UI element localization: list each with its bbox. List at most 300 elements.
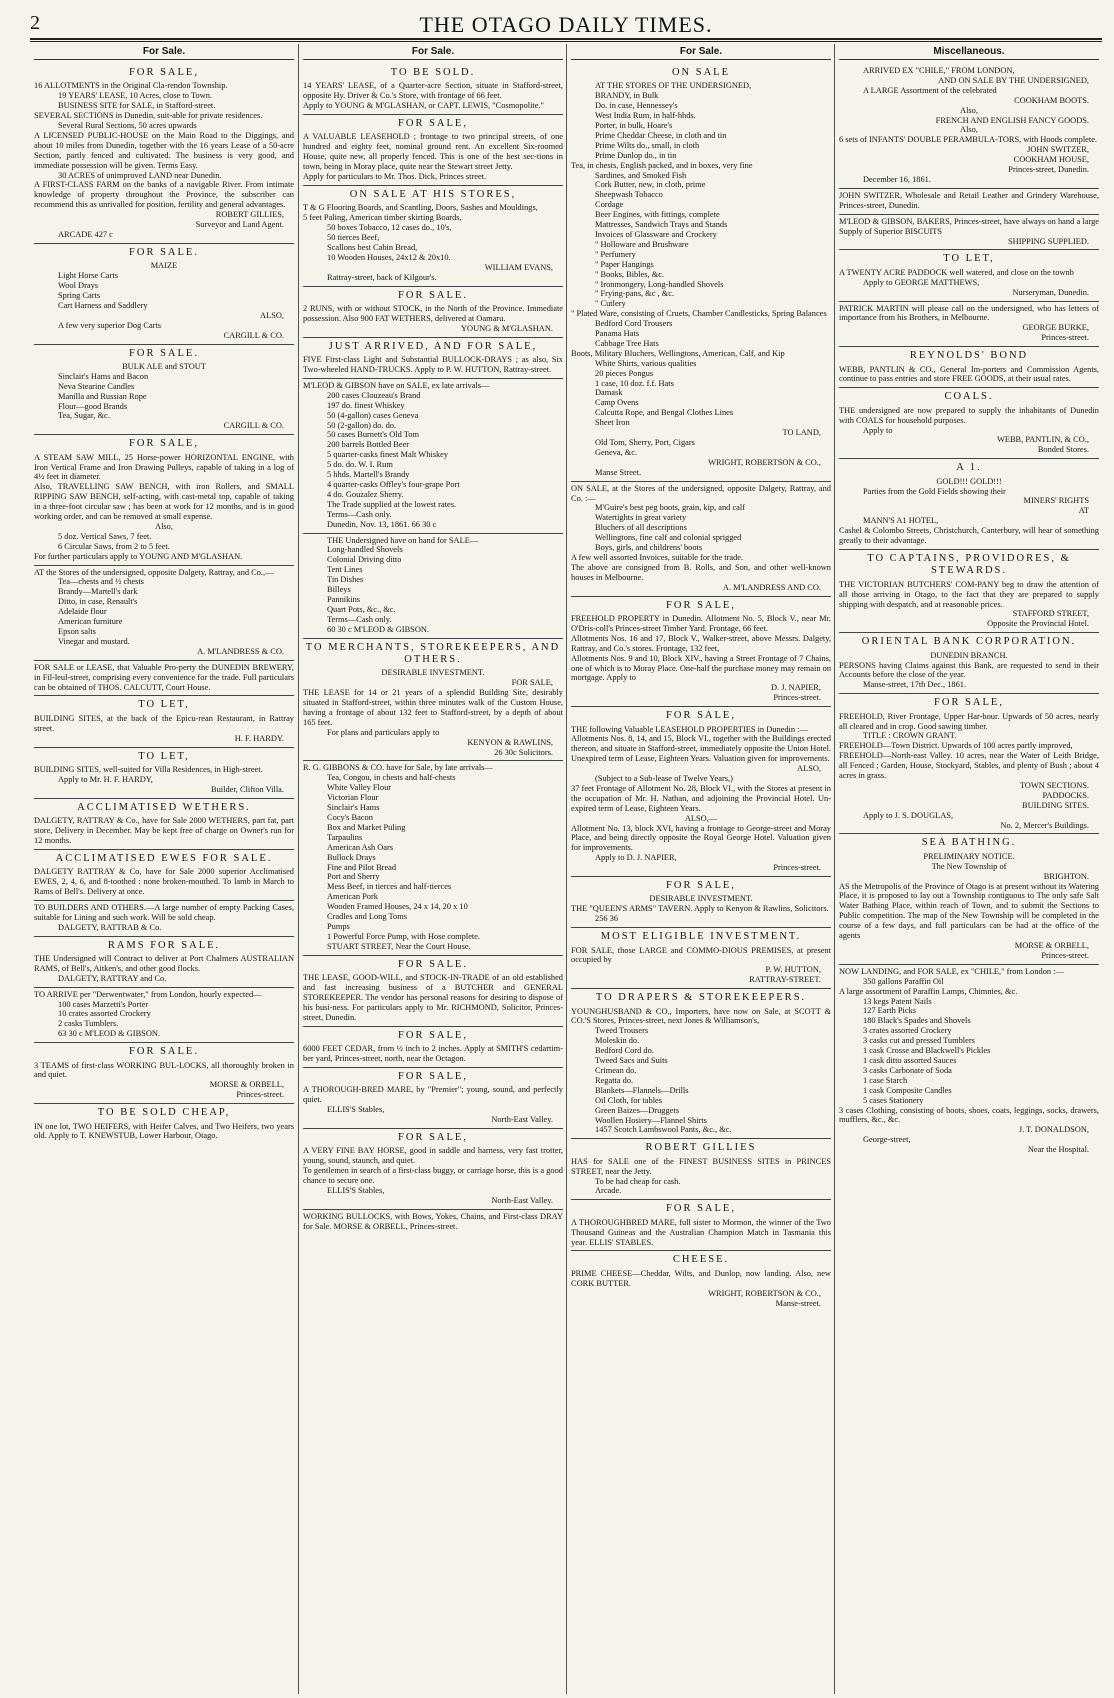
ad-line: 6 sets of INFANTS' DOUBLE PERAMBULA-TORS, with Hoods complete. [839,135,1098,145]
ad-line: 1 case Starch [863,1075,908,1085]
advertisement [303,379,563,534]
columns-area [30,44,1102,1694]
ad-line: Colonial Driving ditto [327,555,402,565]
ad-line: Spring Carts [58,290,101,300]
ad-heading: ON SALE AT HIS STORES, [349,189,517,200]
ad-line: WEBB, PANTLIN, & CO., [996,435,1089,445]
ad-line: R. G. GIBBONS & CO. have for Sale, by late arrivals— [303,763,493,773]
ad-line: JOHN SWITZER, Wholesale and Retail Leather and Grindery Warehouse, Princes-street, Dunedin. [839,190,1099,210]
ad-line: Invoices of Glassware and Crockery [595,229,717,239]
ad-line: A THOROUGHBRED MARE, full sister to Mormon, the winner of the Two Thousand Guineas and the Australian Champion Match in Tasmania this year. ELLIS' STABLES. [571,1217,831,1247]
advertisement [34,1104,294,1144]
ad-line: 5 do. do. W. I. Rum [327,460,393,470]
ad-line: FREEHOLD—North-east Valley. 10 acres, near the Water of Leith Bridge, all Fenced ; Garden, House, Stockyard, Stables, and plenty of Bush ; about 4 acres in grass. [839,751,1099,781]
advertisement [839,633,1099,694]
advertisement [34,748,294,799]
ad-line: Apply to J. S. DOUGLAS, [863,810,954,820]
ad-line: Porter, in bulk, Hoare's [595,121,673,130]
ad-line: Arcade. [595,1186,622,1196]
advertisement [34,799,294,850]
advertisement [303,1027,563,1068]
ad-line: Opposite the Provincial Hotel. [987,619,1089,629]
ad-line: Also, [155,521,173,531]
ad-line: THE following Valuable LEASEHOLD PROPERTIES in Dunedin :— [571,724,808,734]
advertisement [571,1251,831,1311]
ad-heading: COALS. [944,391,994,403]
ad-line: 200 barrels Bottled Beer [327,440,410,450]
ad-line: ARRIVED EX "CHILE," FROM LONDON, [863,66,1015,75]
ad-line: Rattray-street, back of Kilgour's. [327,272,437,282]
ad-line: PATRICK MARTIN will please call on the undersigned, who has letters of importance from his Brothers, in Melbourne. [839,303,1099,323]
ad-line: Woollen Hosiery—Flannel Shirts [595,1115,707,1125]
ad-line: DESIRABLE INVESTMENT. [649,894,753,904]
ad-line: ALSO, [260,310,284,320]
advertisement [34,1043,294,1104]
ad-line: Manse-street, 17th Dec., 1861. [863,680,967,690]
ad-line: 5 cases Stationery [863,1095,924,1105]
ad-line: Apply to Mr. H. F. HARDY, [58,774,153,784]
ad-line: " Frying-pans, &c , &c. [595,289,675,299]
ad-line: Prime Wilts do., small, in cloth [595,140,700,150]
ad-line: Tin Dishes [327,575,364,585]
ad-heading: FOR SALE, [934,697,1004,709]
ad-line: Bonded Stores. [1037,445,1089,455]
ad-line: 256 36 [595,914,619,924]
ad-line: 6000 FEET CEDAR, from ½ inch to 2 inches. Apply at SMITH'S cedartim-ber yard, Princes-street, north, near the Octagon. [303,1043,563,1063]
ad-line: ON SALE, at the Stores of the undersigned, opposite Dalgety, Rattray, and Co. :— [571,483,831,503]
ad-line: AT the Stores of the undersigned, opposite Dalgety, Rattray, and Co.,— [34,567,274,577]
ad-line: White Shirts, various qualities [595,358,697,368]
ad-heading: FOR SALE, [398,1131,468,1143]
ad-line: Wool Drays [58,281,99,291]
ad-line: Manse Street. [595,467,642,477]
ad-line: Tarpaulins [327,832,363,842]
ad-line: Allotments Nos. 8, 14, and 15, Block VI., together with the Buildings erected thereon, and situate in Stafford-street, immediately opposite the Union Hotel. Unexpired term of Lease, Eighteen Years. Valuation given for improvements. [571,734,831,764]
ad-line: ALSO, [797,764,821,774]
ad-line: PERSONS having Claims against this Bank, are requested to send in their Accounts before the close of the year. [839,660,1099,680]
ad-line: Princes-street. [773,693,821,703]
ad-line: For plans and particulars apply to [327,727,440,737]
ad-line: Mess Beef, in tierces and half-tierces [327,882,452,892]
ad-line: 350 gallons Paraffin Oil [863,976,944,986]
ad-line: Scallons best Cabin Bread, [327,243,418,252]
ad-heading: ORIENTAL BANK CORPORATION. [861,636,1077,648]
ad-line: 19 YEARS' LEASE, 10 Acres, close to Town. [58,91,212,101]
advertisement [303,64,563,115]
ad-line: Long-handled Shovels [327,545,403,555]
ad-line: Manse-street. [775,1298,821,1308]
ad-line: MORSE & ORBELL, [209,1080,284,1090]
ad-line: DALGETY, RATTRAY and Co. [58,973,167,983]
ad-line: A. M'LANDRESS AND CO. [722,582,821,592]
column-header: Miscellaneous. [839,44,1099,60]
ad-heading: RAMS FOR SALE. [107,939,221,951]
ad-line: DUNEDIN BRANCH. [930,650,1008,660]
ad-line: 10 Wooden Houses, 24x12 & 20x10. [327,252,451,262]
ad-line: 50 cases Burnett's Old Tom [327,430,419,440]
ad-line: Sheet Iron [595,418,630,428]
ad-line: WRIGHT, ROBERTSON & CO., [708,457,821,467]
ad-heading: TO BE SOLD. [390,67,476,78]
ad-heading: A 1. [956,462,982,474]
ad-heading: CHEESE. [672,1254,730,1266]
ad-line: A VERY FINE BAY HORSE, good in saddle and harness, very fast trotter, young, sound, staunch, and quiet. [303,1146,563,1166]
ad-line: Billeys [327,585,351,595]
advertisement [571,597,831,708]
ad-line: Victorian Flour [327,793,379,803]
ad-line: FREEHOLD PROPERTY in Dunedin. Allotment No. 5, Block V., near Mr. O'Dris-coll's Princes-street Timber Yard. Frontage, 66 feet. [571,613,831,633]
advertisement [839,347,1099,388]
ad-line: " Plated Ware, consisting of Cruets, Chamber Candlesticks, Spring Balances [571,309,827,319]
ad-line: 2 casks Tumblers. [58,1019,119,1029]
ad-line: December 16, 1861. [863,174,931,184]
ad-line: M'Guire's best peg boots, grain, kip, and calf [595,503,746,513]
ad-line: For further particulars apply to YOUNG AND M'GLASHAN. [34,551,243,561]
ad-line: 1 Powerful Force Pump, with Hose complete. [327,931,481,941]
ad-line: Boys, girls, and childrens' boots [595,543,703,553]
ad-line: Tea, Sugar, &c. [58,411,110,421]
advertisement [571,877,831,928]
advertisement [34,850,294,901]
ad-line: FOR SALE, those LARGE and COMMO-DIOUS PREMISES, at present occupied by [571,945,831,965]
ad-line: Do. in case, Hennessey's [595,101,678,111]
ad-line: PRELIMINARY NOTICE. [923,851,1015,861]
advertisement [839,459,1099,550]
ad-line: 197 do. finest Whiskey [327,400,405,410]
advertisement [34,64,294,244]
advertisement [839,64,1099,189]
ad-line: BUSINESS SITE for SALE, in Stafford-street. [58,101,216,111]
ad-line: Several Rural Sections, 50 acres upwards [58,121,197,130]
ad-line: George-street, [863,1135,911,1145]
ad-line: To gentlemen in search of a first-class buggy, or carriage horse, this is a good chance to secure one. [303,1165,563,1185]
advertisement [34,566,294,661]
advertisement [571,1200,831,1251]
ad-line: A LARGE Assortment of the celebrated [863,85,997,95]
column-3 [566,44,835,1694]
ad-line: Fine and Pilot Bread [327,862,397,872]
ad-heading: FOR SALE, [666,599,736,611]
ad-line: MORSE & ORBELL, [1014,941,1089,950]
advertisement [34,345,294,436]
ad-line: Also, [960,125,978,135]
ad-line: Also, TRAVELLING SAW BENCH, with iron Rollers, and SMALL RIPPING SAW BENCH, self-acting, with cast-metal top, capable of taking in a three-foot circular saw ; has been at work for 12 months, and is in good working order, and can be removed at small expense. [34,482,294,522]
ad-line: Sinclair's Hams and Bacon [58,371,149,381]
advertisement [303,338,563,379]
ad-line: PRIME CHEESE—Cheddar, Wilts, and Dunlop, now landing. Also, new CORK BUTTER. [571,1268,831,1288]
ad-line: GEORGE BURKE, [1022,323,1089,333]
newspaper-title: THE OTAGO DAILY TIMES. [419,12,713,37]
ad-line: FOR SALE, [511,678,553,688]
ad-line: 37 feet Frontage of Allotment No. 28, Block VI., with the Stores at present in the occupation of Mr. H. Nathan, and adjoining the Provincial Hotel. Un-expired term of Lease, Eighteen Years. [571,783,831,813]
column-2 [298,44,567,1694]
ad-line: 1 cask Crosse and Blackwell's Pickles [863,1046,991,1056]
ad-line: Princes-street. [1041,333,1089,343]
ad-line: 5 quarter-casks finest Malt Whiskey [327,450,449,460]
advertisement [303,1068,563,1129]
ad-line: 50 tierces Beef, [327,233,380,243]
ad-heading: SEA BATHING. [921,837,1017,849]
ad-line: Box and Market Puling [327,822,406,832]
ad-line: WORKING BULLOCKS, with Bows, Yokes, Chains, and First-class DRAY for Sale. MORSE & ORBELL, Princes-street. [303,1211,563,1231]
ad-line: Allotment No. 13, block XVI, having a frontage to George-street and Moray Place, and being directly opposite the Royal George Hotel. Valuation given for improvements. [571,823,831,853]
ad-line: Damask [595,388,623,398]
ad-line: Cradles and Long Toms [327,912,407,922]
ad-line: Mattresses, Sandwich Trays and Stands [595,220,728,230]
ad-line: The above are consigned from B. Rolls, and Son, and other well-known houses in Melbourne. [571,562,831,582]
ad-line: Regatta do. [595,1075,634,1085]
ad-heading: TO DRAPERS & STOREKEEPERS. [595,992,807,1004]
advertisement [839,694,1099,834]
ad-heading: MOST ELIGIBLE INVESTMENT. [600,931,802,943]
ad-line: COOKHAM HOUSE, [1013,155,1089,165]
ad-line: Quart Pots, &c., &c. [327,604,396,614]
ad-line: American Pork [327,892,378,902]
ad-line: ROBERT GILLIES, [215,210,284,220]
advertisement [303,534,563,639]
ad-line: 1457 Scotch Lambswool Pants, &c., &c. [595,1125,732,1135]
ad-line: CARGILL & CO. [223,421,284,431]
ad-line: Moleskin do. [595,1036,640,1046]
advertisement [839,189,1099,215]
ad-line: Cork Butter, new, in cloth, prime [595,180,706,190]
ad-line: Neva Stearine Candles [58,381,135,391]
ad-line: Apply to D. J. NAPIER, [595,853,677,863]
ad-line: TITLE : CROWN GRANT. [863,731,957,741]
advertisement [303,1129,563,1210]
ad-line: Cashel & Colombo Streets, Christchurch, Canterbury, will hear of something greatly to their advantage. [839,526,1099,546]
ad-heading: ACCLIMATISED EWES FOR SALE. [55,852,273,864]
ad-line: Sheepwash Tobacco [595,190,663,200]
ad-line: Vinegar and mustard. [58,636,130,646]
ad-line: BRIGHTON. [1043,871,1089,881]
ad-heading: FOR SALE, [129,438,199,450]
ad-line: 6 Circular Saws, from 2 to 5 feet. [58,541,170,551]
ad-line: RATTRAY-STREET. [749,975,821,985]
ad-line: Dunedin, Nov. 13, 1861. 66 30 c [327,519,437,529]
ad-line: 13 kegs Patent Nails [863,996,932,1006]
ad-line: BUILDING SITES. [1022,800,1089,810]
ad-line: Pumps [327,921,350,931]
ad-heading: TO BE SOLD CHEAP, [97,1107,231,1119]
ad-line: ELLIS'S Stables, [327,1185,385,1195]
ad-line: 16 ALLOTMENTS in the Original Cla-rendon Township. [34,81,228,91]
ad-line: J. T. DONALDSON, [1018,1125,1089,1135]
ad-line: YOUNGHUSBAND & CO., Importers, have now on Sale, at SCOTT & CO.'S Stores, Princes-street, next Jones & Williamson's, [571,1006,831,1026]
ad-line: Terms—Cash only. [327,509,392,519]
ad-line: Allotments Nos. 16 and 17, Block V., Walker-street, above Messrs. Dalgety, Rattray, and Co.'s stores. Frontage, 132 feet, [571,633,831,653]
advertisement [303,1210,563,1235]
ad-line: Princes-street. [236,1090,284,1100]
ad-line: Green Baizes—Druggets [595,1105,679,1115]
ad-line: Boots, Military Bluchers, Wellingtons, American, Calf, and Kip [571,348,785,358]
ad-line: Light Horse Carts [58,271,119,281]
ad-line: 5 feet Paling, American timber skirting Boards, [303,213,462,223]
ad-line: Princes-street, Dunedin. [1008,165,1089,175]
advertisement [34,988,294,1044]
ad-line: CARGILL & CO. [223,330,284,340]
ad-line: 1 case, 10 doz. f.f. Hats [595,378,674,388]
column-4 [834,44,1103,1694]
ad-line: Bluchers of all descriptions [595,523,687,533]
ad-line: American furniture [58,617,123,627]
ad-line: MAIZE [150,261,178,271]
ad-line: Allotments Nos. 9 and 10, Block XIV., having a Street Frontage of 7 Chains, one of which is to Moray Place. One-half the purchase money may remain on mortgage. Apply to [571,653,832,683]
ad-line: Sardines, and Smoked Fish [595,170,687,180]
ad-line: 180 Black's Spades and Shovels [863,1016,971,1026]
ad-line: White Valley Flour [327,783,392,793]
ad-line: No. 2, Mercer's Buildings. [1000,820,1089,830]
ad-line: 1 cask ditto assorted Sauces [863,1055,957,1065]
ad-line: TO LAND, [782,428,821,438]
ad-line: DALGETY RATTRAY & Co, have for Sale 2000 superior Acclimatised EWES, 2, 4, 6, and 8-toothed : none broken-mouthed. To lamb in March to Rams of Bell's. Delivery at once. [34,867,294,896]
ad-line: Epson salts [58,627,96,636]
ad-line: FREEHOLD, River Frontage, Upper Har-bour. Upwards of 50 acres, nearly all cleared and in crop. Good sawing timber. [839,711,1099,731]
ad-line: 2 RUNS, with or without STOCK, in the North of the Province. Immediate possession. Also 900 FAT WETHERS, delivered at Oamaru. [303,304,563,323]
advertisement [34,696,294,747]
ad-line: Parties from the Gold Fields showing their [863,486,1006,496]
ad-line: THE LEASE for 14 or 21 years of a splendid Building Site, desirably situated in Stafford-street, within three minutes walk of the Custom House, having a frontage of about 132 feet to Stafford-street, by a depth of about 165 feet. [303,688,563,727]
advertisement [303,956,563,1027]
ad-line: Tent Lines [327,565,363,575]
ad-line: THE Undersigned will Contract to deliver at Port Chalmers AUSTRALIAN RAMS, of Bell's, Aitken's, and other good flocks. [34,953,294,973]
ad-line: 50 (4-gallon) cases Geneva [327,410,419,420]
ad-line: STAFFORD STREET, [1012,609,1089,619]
ad-heading: FOR SALE, [666,710,736,722]
ad-line: NOW LANDING, and FOR SALE, ex "CHILE," from London :— [839,966,1064,976]
ad-line: Flour—good Brands [58,401,128,411]
ad-line: A VALUABLE LEASEHOLD ; frontage to two principal streets, of one hundred and eighty feet, nominal ground rent. An excellent Six-roomed House, quite new, all properly fenced. This is one of the best sec-tions in town, being in Moray place, quite near the Stewart street Jetty. [303,132,563,172]
ad-line: 5 doz. Vertical Saws, 7 feet. [58,531,152,541]
ad-heading: FOR SALE, [666,880,736,892]
ad-line: The Trade supplied at the lowest rates. [327,499,457,509]
ad-heading: TO LET, [138,699,190,711]
ad-line: STUART STREET, Near the Court House. [327,941,471,951]
advertisement [34,937,294,988]
ad-line: Geneva, &c. [595,447,638,457]
ad-line: MANN'S A1 HOTEL, [863,516,939,526]
ad-line: BUILDING SITES, at the back of the Epicu-rean Restaurant, in Rattray street. [34,713,294,733]
advertisement [571,1139,831,1200]
ad-line: COOKHAM BOOTS. [1014,95,1089,105]
ad-heading: ON SALE [671,67,731,78]
column-header: For Sale. [34,44,294,60]
ad-line: A TWENTY ACRE PADDOCK well watered, and close on the townb [839,267,1074,277]
masthead [30,12,1102,38]
ad-line: North-East Valley. [491,1114,553,1124]
advertisement [571,64,831,482]
ad-line: A few very superior Dog Carts [58,320,162,330]
ad-line: Calcutta Rope, and Bengal Clothes Lines [595,408,734,418]
ad-line: Crimean do. [595,1066,637,1075]
ad-line: Tea—chests and ½ chests [58,577,144,587]
ad-line: A. M'LANDRESS & CO. [197,646,284,656]
ad-line: Prime Cheddar Cheese, in cloth and tin [595,130,727,140]
advertisement [34,244,294,345]
ad-line: Ditto, in case, Renault's [58,597,138,607]
ad-line: A FIRST-CLASS FARM on the banks of a navigable River. From intimate knowledge of property throughout the Province, the subscriber can recommend this as unrivalled for position, fertility and general advantages. [34,180,294,210]
ad-line: Prime Dunlop do., in tin [595,150,677,160]
ad-line: 50 (2-gallon) do. do. [327,420,397,430]
ad-line: ELLIS'S Stables, [327,1104,385,1114]
ad-line: Bedford Cord Trousers [595,319,673,329]
ad-line: " Holloware and Brushware [595,239,689,249]
advertisement [303,761,563,955]
ad-line: North-East Valley. [491,1195,553,1205]
ad-line: AS the Metropolis of the Province of Otago is at present without its Watering Place, it is proposed to lay out a Township contiguous to The only safe Salt Water Bathing Place, within reach of Town, and to submit the Sections to Public competition. The map of the New Township will be completed in the course of a few days, and full particulars can be had at the office of the agents [839,881,1099,941]
ad-heading: JUST ARRIVED, AND FOR SALE, [328,340,538,352]
ad-line: 50 boxes Tobacco, 12 cases do., 10's, [327,223,452,233]
ad-line: 1 cask Composite Candles [863,1085,952,1095]
ad-line: " Books, Bibles, &c. [595,269,665,279]
ad-line: DESIRABLE INVESTMENT. [381,668,485,678]
ad-heading: FOR SALE, [666,1203,736,1215]
ad-line: Panama Hats [595,329,639,339]
ad-line: Cordage [595,200,624,210]
ad-line: Camp Ovens [595,398,639,408]
advertisement [839,550,1099,633]
ad-heading: FOR SALE, [398,1070,468,1082]
ad-line: A THOROUGH-BRED MARE, by "Premier"; young, sound, and perfectly quiet. [303,1085,563,1105]
ad-line: 63 30 c M'LEOD & GIBSON. [58,1029,161,1039]
ad-line: 3 casks Carbonate of Soda [863,1065,952,1075]
ad-line: 10 crates assorted Crockery [58,1009,151,1019]
ad-heading: TO LET, [943,253,995,265]
ad-line: Builder, Clifton Villa. [211,784,284,794]
advertisement [839,388,1099,459]
ad-line: Blankets—Flannels—Drills [595,1085,689,1095]
ad-line: JOHN SWITZER, [1027,145,1089,155]
ad-line: TO ARRIVE per "Derwentwater," from London, hourly expected— [34,989,262,999]
advertisement [571,989,831,1139]
ad-line: 3 TEAMS of first-class WORKING BUL-LOCKS, all thoroughly broken in and quiet. [34,1060,294,1080]
advertisement [303,115,563,186]
ad-line: 14 YEARS' LEASE, of a Quarter-acre Section, situate in Stafford-street, opposite Hy. Driver & Co.'s Store, with frontage of 66 feet. [303,81,563,101]
ad-heading: FOR SALE. [129,347,199,359]
ad-line: A few well assorted Invoices, suitable for the trade. [571,552,744,562]
ad-line: DALGETY, RATTRAB & Co. [58,922,162,932]
ad-line: Watertights in great variety [595,513,687,523]
ad-line: Sinclair's Hams [327,803,380,813]
ad-line: 3 casks cut and pressed Tumblers [863,1036,975,1046]
ad-line: Nurseryman, Dunedin. [1012,287,1089,297]
advertisement [571,928,831,989]
ad-line: Apply for particulars to Mr. Thos. Dick, Princes street. [303,172,487,182]
ad-heading: ROBERT GILLIES [645,1142,757,1154]
page-number: 2 [30,12,40,34]
ad-line: 30 ACRES of unimproved LAND near Dunedin. [58,170,222,180]
ad-line: DALGETY, RATTRAY & Co., have for Sale 2000 WETHERS, part fat, part store, Delivery in December. May be kept free of charge on Owner's run for 12 months. [34,816,294,845]
ad-line: MINERS' RIGHTS [1023,496,1089,506]
ad-line: HAS for SALE one of the FINEST BUSINESS SITES in PRINCES STREET, near the Jetty. [571,1156,831,1176]
ad-line: Apply to YOUNG & M'GLASHAN, or CAPT. LEWIS, "Cosmopolite." [303,101,544,111]
ad-line: T & G Flooring Boards, and Scantling, Doors, Sashes and Mouldings, [303,203,538,213]
ad-heading: REYNOLDS' BOND [909,350,1029,362]
ad-line: P. W. HUTTON, [765,965,821,975]
ad-heading: ACCLIMATISED WETHERS. [77,801,251,813]
ad-line: 200 cases Clouzeau's Brand [327,390,421,400]
ad-line: Brandy—Martell's dark [58,587,138,597]
ad-line: Also, [960,105,978,115]
advertisement [839,302,1099,348]
ad-line: 3 crates assorted Crockery [863,1026,952,1036]
ad-heading: FOR SALE. [398,289,468,301]
advertisement [571,482,831,597]
ad-line: Port and Sherry [327,872,380,882]
ad-line: 5 hhds. Martell's Brandy [327,470,410,480]
ad-line: FRENCH AND ENGLISH FANCY GOODS. [935,115,1089,125]
ad-line: AND ON SALE BY THE UNDERSIGNED, [938,75,1089,85]
